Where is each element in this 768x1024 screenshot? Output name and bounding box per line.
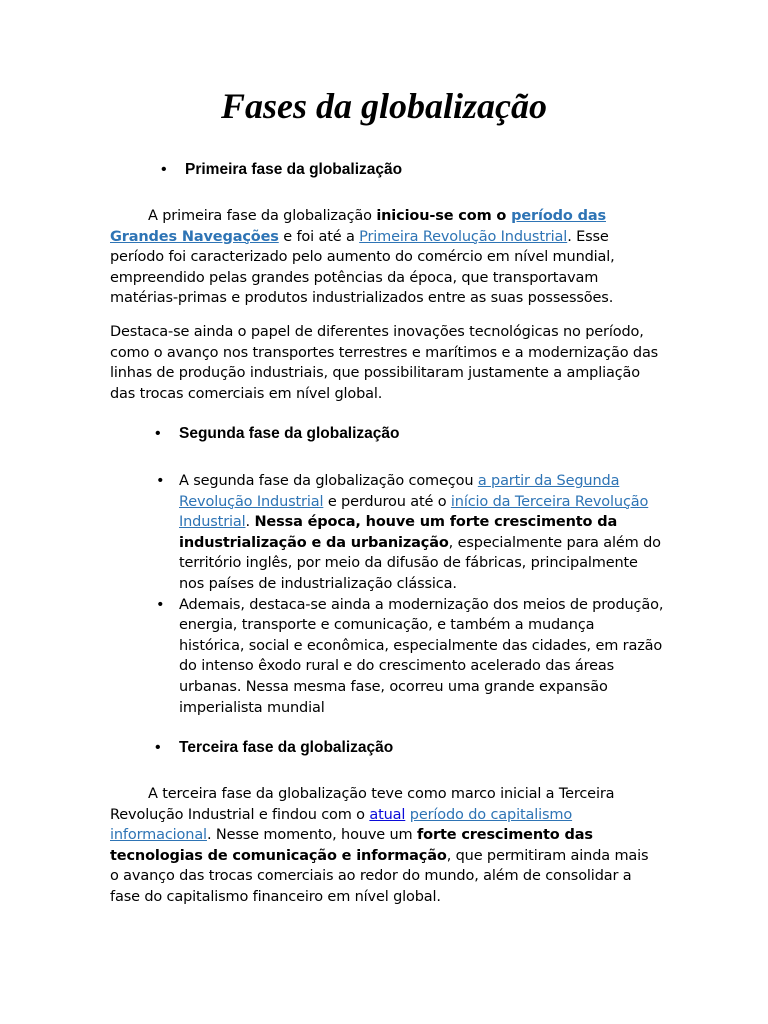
bullet-icon: • xyxy=(155,739,161,756)
section3-paragraph-1 xyxy=(110,784,650,908)
link-atual[interactable]: atual xyxy=(369,806,406,823)
link-primeira-revolucao-industrial[interactable]: Primeira Revolução Industrial xyxy=(359,228,568,245)
section1-paragraph-1 xyxy=(110,206,658,309)
text-run: A segunda fase da globalização começou xyxy=(179,473,478,489)
page-title: Fases da globalização xyxy=(220,86,547,126)
heading-text: Primeira fase da globalização xyxy=(185,161,403,178)
section-heading-primeira-fase xyxy=(161,160,403,180)
section-heading-segunda-fase xyxy=(155,424,400,444)
list-item xyxy=(156,595,664,719)
section-heading-terceira-fase xyxy=(155,738,394,758)
bullet-icon: • xyxy=(156,596,165,613)
text-run: Ademais, destaca-se ainda a modernização dos meios de produção, energia, transporte e comunicação, e também a mudança histórica, social e econômica, especialmente das cidades, em razão do intenso êxodo rural e do crescimento acelerado das áreas urbanas. Nessa mesma fase, ocorreu uma grande expansão imperialista mundial xyxy=(179,596,664,716)
link-segunda-revolucao-industrial[interactable]: a partir da Segunda Revolução Industrial xyxy=(179,473,620,510)
heading-text: Segunda fase da globalização xyxy=(179,425,400,442)
text-run: . Esse período foi caracterizado pelo aumento do comércio em nível mundial, empreendido pelas grandes potências da época, que transportavam matérias-primas e produtos industrializados entre as suas possessões. xyxy=(110,228,615,307)
bullet-icon: • xyxy=(155,425,161,442)
heading-text: Terceira fase da globalização xyxy=(179,739,394,756)
text-run: . Nesse momento, houve um xyxy=(206,827,417,844)
section1-paragraph-2: Destaca-se ainda o papel de diferentes inovações tecnológicas no período, como o avanço nos transportes terrestres e marítimos e a modernização das linhas de produção industriais, que possibilitaram justamente a ampliação das trocas comerciais em nível global. xyxy=(110,324,659,402)
link-periodo-capitalismo-informacional[interactable]: período do capitalismo informacional xyxy=(110,806,573,844)
bullet-icon: • xyxy=(161,161,167,178)
bold-run: forte crescimento das tecnologias de comunicação e informação xyxy=(110,827,593,864)
list-item xyxy=(156,471,664,595)
section2-bullet-list xyxy=(156,471,664,718)
link-periodo-grandes-navegacoes[interactable]: período das Grandes Navegações xyxy=(110,208,606,245)
text-run: , especialmente para além do território inglês, por meio da difusão de fábricas, principalmente nos países de industrialização clássica. xyxy=(179,534,661,592)
bold-run: Nessa época, houve um forte crescimento da industrialização e da urbanização xyxy=(179,514,618,551)
text-run: , que permitiram ainda mais o avanço das trocas comerciais ao redor do mundo, além de consolidar a fase do capitalismo financeiro em nível global. xyxy=(110,847,649,905)
bullet-icon: • xyxy=(156,473,165,489)
text-run: e foi até a xyxy=(278,228,360,245)
text-run: A primeira fase da globalização xyxy=(148,208,377,224)
text-run: . xyxy=(245,514,255,531)
text-run: e perdurou até o xyxy=(323,493,451,510)
bold-run: iniciou-se com o xyxy=(376,208,512,224)
link-inicio-terceira-revolucao[interactable]: início da Terceira Revolução Industrial xyxy=(179,493,649,531)
text-run: A terceira fase da globalização teve como marco inicial a Terceira Revolução Industrial e findou com o xyxy=(110,786,615,823)
